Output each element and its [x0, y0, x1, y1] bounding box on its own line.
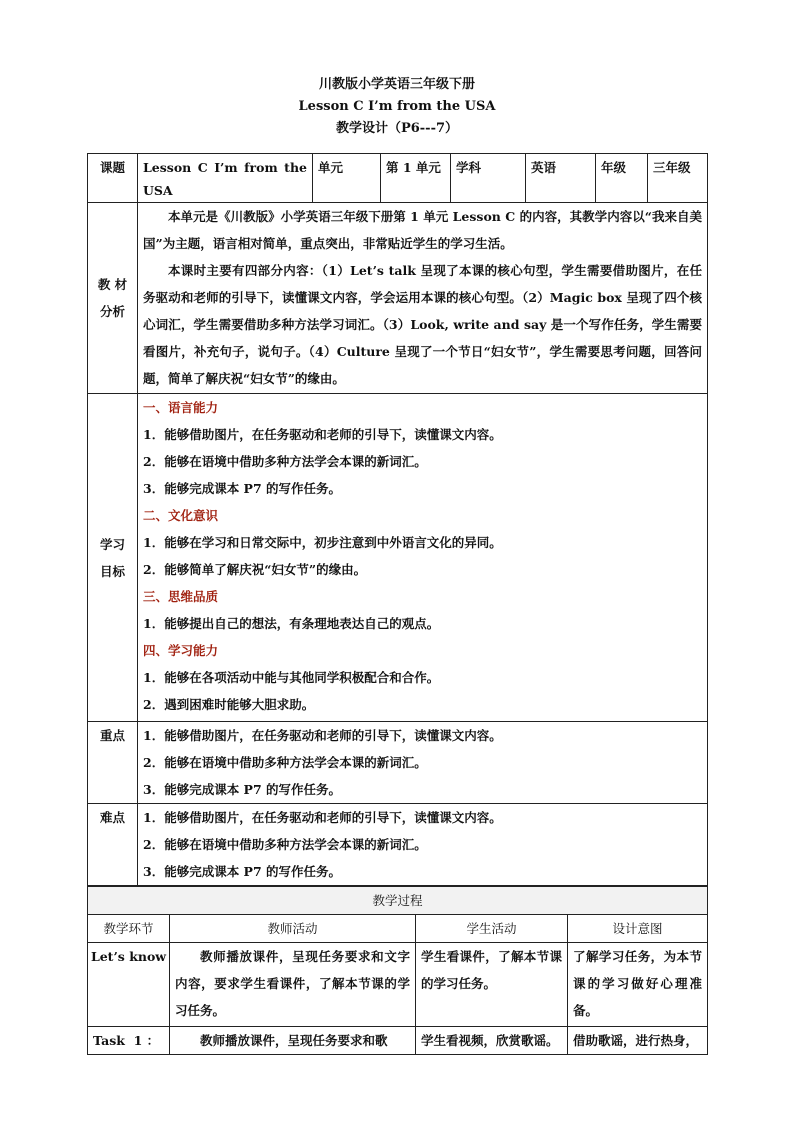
header-line-2: Lesson C I’m from the USA: [298, 99, 496, 114]
subject-label: 学科: [451, 154, 526, 203]
difficulties-row: [88, 804, 708, 886]
objective-heading: 三、思维品质: [143, 589, 219, 604]
objectives-label: 学习 目标: [88, 394, 138, 722]
objective-heading: 一、语言能力: [143, 400, 219, 415]
objective-item: 2．能够在语境中借助多种方法学会本课的新词汇。: [143, 454, 427, 469]
key-point-item: 2．能够在语境中借助多种方法学会本课的新词汇。: [143, 755, 427, 770]
topic-value: Lesson C I’m from the USA: [138, 154, 313, 203]
student-activity-cell: 学生看视频，欣赏歌谣。: [416, 1027, 568, 1055]
analysis-label: 教 材 分析: [88, 203, 138, 394]
analysis-row: [88, 203, 708, 394]
lesson-info-table: [87, 153, 708, 886]
process-row: [88, 943, 708, 1027]
objectives-row: [88, 394, 708, 722]
difficulty-item: 1．能够借助图片，在任务驱动和老师的引导下，读懂课文内容。: [143, 810, 502, 825]
design-intent-cell: 借助歌谣，进行热身，: [568, 1027, 708, 1055]
design-intent-cell: 了解学习任务，为本节课的学习做好心理准备。: [568, 943, 708, 1027]
process-header-row: [88, 915, 708, 943]
column-header: 设计意图: [568, 915, 708, 943]
column-header: 教学环节: [88, 915, 170, 943]
objective-item: 1．能够提出自己的想法，有条理地表达自己的观点。: [143, 616, 440, 631]
grade-label: 年级: [596, 154, 648, 203]
objective-item: 2．遇到困难时能够大胆求助。: [143, 697, 315, 712]
difficulty-item: 2．能够在语境中借助多种方法学会本课的新词汇。: [143, 837, 427, 852]
process-table: [87, 886, 708, 1055]
analysis-content: [138, 203, 708, 394]
key-points-content: [138, 722, 708, 804]
process-title-row: [88, 887, 708, 915]
stage-cell: Let’s know: [88, 943, 170, 1027]
key-point-item: 3．能够完成课本 P7 的写作任务。: [143, 782, 341, 797]
objective-item: 2．能够简单了解庆祝“妇女节”的缘由。: [143, 562, 367, 577]
objective-item: 3．能够完成课本 P7 的写作任务。: [143, 481, 341, 496]
difficulties-content: [138, 804, 708, 886]
objective-item: 1．能够借助图片，在任务驱动和老师的引导下，读懂课文内容。: [143, 427, 502, 442]
unit-value: 第 1 单元: [381, 154, 451, 203]
difficulties-label: 难点: [88, 804, 138, 886]
header-line-1: 川教版小学英语三年级下册: [318, 77, 475, 92]
teacher-activity-cell: 教师播放课件，呈现任务要求和歌: [170, 1027, 416, 1055]
analysis-paragraph: 本单元是《川教版》小学英语三年级下册第 1 单元 Lesson C 的内容，其教学内容以“我来自美国”为主题，语言相对简单，重点突出，非常贴近学生的学习生活。: [143, 209, 702, 251]
objectives-content: [138, 394, 708, 722]
difficulty-item: 3．能够完成课本 P7 的写作任务。: [143, 864, 341, 879]
info-row: [88, 154, 708, 203]
subject-value: 英语: [526, 154, 596, 203]
column-header: 教师活动: [170, 915, 416, 943]
objective-heading: 二、文化意识: [143, 508, 219, 523]
analysis-paragraph: 本课时主要有四部分内容：（1）Let’s talk 呈现了本课的核心句型，学生需要借助图片，在任务驱动和老师的引导下，读懂课文内容，学会运用本课的核心句型。（2）Magic box 呈现了四个核心词汇，学生需要借助多种方法学习词汇。（3）Look, write and say 是一个写作任务，学生需要看图片，补充句子，说句子。（4）Culture 呈现了一个节日“妇女节”，学生需要思考问题，回答问题，简单了解庆祝“妇女节”的缘由。: [143, 263, 702, 386]
header-line-3: 教学设计（P6---7）: [335, 121, 459, 136]
objective-heading: 四、学习能力: [143, 643, 219, 658]
student-activity-cell: 学生看课件，了解本节课的学习任务。: [416, 943, 568, 1027]
unit-label: 单元: [313, 154, 381, 203]
objective-item: 1．能够在学习和日常交际中，初步注意到中外语言文化的异同。: [143, 535, 502, 550]
process-title: 教学过程: [88, 887, 708, 915]
stage-cell: Task 1 ：: [88, 1027, 170, 1055]
key-points-label: 重点: [88, 722, 138, 804]
topic-label: 课题: [88, 154, 138, 203]
grade-value: 三年级: [648, 154, 708, 203]
teacher-activity-cell: 教师播放课件，呈现任务要求和文字内容，要求学生看课件，了解本节课的学习任务。: [170, 943, 416, 1027]
process-row: [88, 1027, 708, 1055]
document-header: [0, 74, 794, 140]
objective-item: 1．能够在各项活动中能与其他同学积极配合和合作。: [143, 670, 440, 685]
key-point-item: 1．能够借助图片，在任务驱动和老师的引导下，读懂课文内容。: [143, 728, 502, 743]
column-header: 学生活动: [416, 915, 568, 943]
key-points-row: [88, 722, 708, 804]
